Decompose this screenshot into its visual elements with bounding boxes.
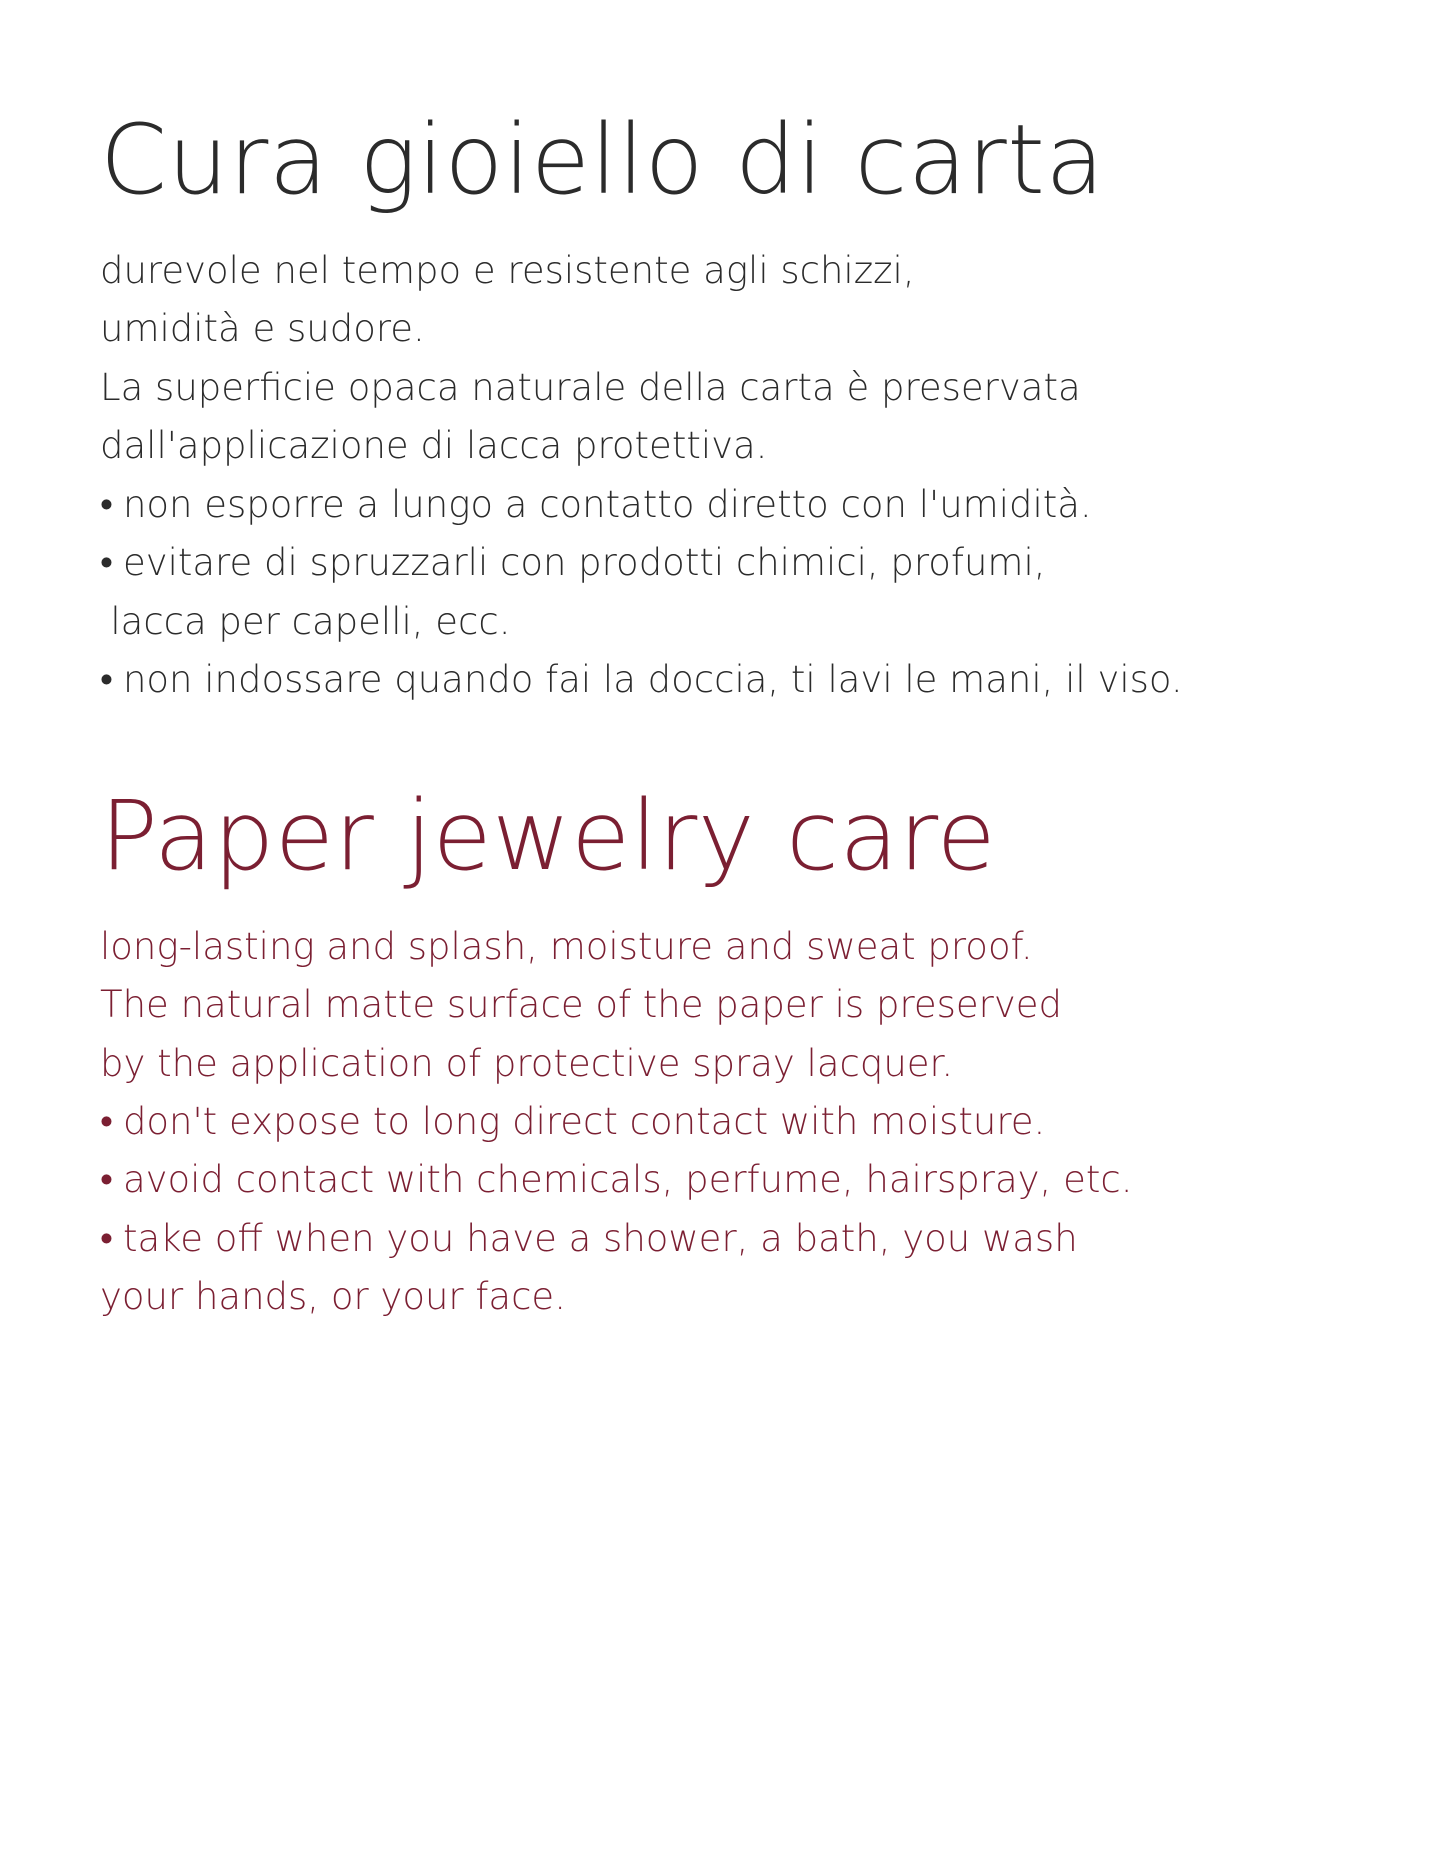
list-item	[100, 476, 1355, 534]
bullet-text: non indossare quando fai la doccia, ti lavi le mani, il viso.	[122, 658, 1183, 702]
page-title-english: Paper jewelry care	[100, 779, 997, 892]
bullet-text-continuation: lacca per capelli, ecc.	[110, 599, 511, 643]
bullet-text: don't expose to long direct contact with moisture.	[122, 1099, 1046, 1143]
bullet-text: non esporre a lungo a contatto diretto con l'umidità.	[122, 482, 1092, 526]
bullet-text: avoid contact with chemicals, perfume, hairspray, etc.	[122, 1158, 1133, 1202]
bullet-dot-icon	[100, 651, 123, 709]
bullet-line	[100, 651, 1355, 709]
bullet-text: evitare di spruzzarli con prodotti chimici, profumi,	[122, 541, 1046, 585]
text-line: durevole nel tempo e resistente agli schizzi,	[100, 249, 915, 292]
text-line: umidità e sudore.	[100, 307, 425, 351]
list-item	[100, 651, 1355, 709]
bullet-dot-icon	[100, 1210, 123, 1268]
italian-bullet-list	[100, 476, 1355, 710]
list-item	[100, 534, 1355, 651]
text-line: La superficie opaca naturale della carta è preservata	[100, 365, 1081, 409]
bullet-text: take off when you have a shower, a bath, you wash	[122, 1216, 1078, 1260]
bullet-line	[100, 1093, 1355, 1151]
italian-intro	[100, 242, 1355, 476]
list-item	[100, 1151, 1355, 1209]
english-body	[100, 918, 1355, 1327]
bullet-line	[100, 476, 1355, 534]
text-line: by the application of protective spray lacquer.	[100, 1041, 954, 1085]
bullet-line	[100, 1151, 1355, 1209]
list-item	[100, 1093, 1355, 1151]
section-english	[100, 779, 1355, 1327]
bullet-line	[100, 1210, 1355, 1268]
bullet-dot-icon	[100, 476, 123, 534]
bullet-dot-icon	[100, 1093, 123, 1151]
english-intro	[100, 918, 1355, 1093]
bullet-dot-icon	[100, 1151, 123, 1209]
page-title-italian: Cura gioiello di carta	[100, 104, 1105, 216]
text-line: dall'applicazione di lacca protettiva.	[100, 424, 768, 468]
section-italian	[100, 104, 1355, 710]
english-bullet-list	[100, 1093, 1355, 1327]
list-item	[100, 1210, 1355, 1327]
bullet-text-continuation: your hands, or your face.	[100, 1275, 566, 1319]
text-line: The natural matte surface of the paper is preserved	[100, 983, 1062, 1027]
bullet-dot-icon	[100, 534, 123, 592]
text-line: long-lasting and splash, moisture and sweat proof.	[100, 924, 1033, 968]
bullet-line	[100, 534, 1355, 592]
italian-body	[100, 242, 1355, 710]
